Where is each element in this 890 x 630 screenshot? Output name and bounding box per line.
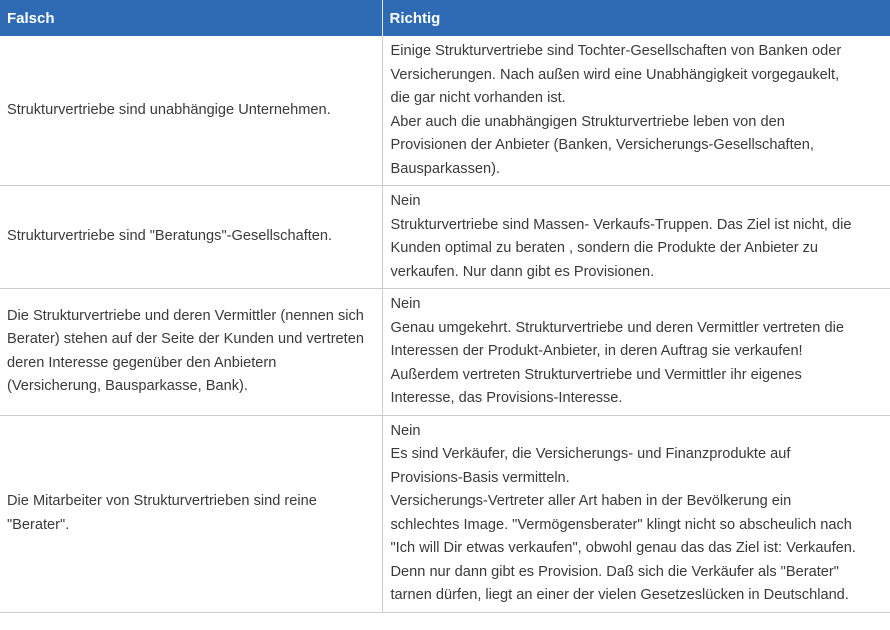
table-row (0, 36, 890, 186)
cell-richtig (382, 36, 890, 186)
text-line: schlechtes Image. "Vermögensberater" klingt nicht so abscheulich nach (390, 516, 852, 533)
text-line: "Ich will Dir etwas verkaufen", obwohl genau das das Ziel ist: Verkaufen. (390, 540, 856, 556)
text-line: Einige Strukturvertriebe sind Tochter-Gesellschaften von Banken oder (390, 43, 842, 59)
cell-falsch: Strukturvertriebe sind "Beratungs"-Gesellschaften. (0, 186, 382, 289)
text-line: die gar nicht vorhanden ist. (390, 90, 566, 106)
text-line: Nein (390, 422, 421, 439)
text-line: tarnen dürfen, liegt an einer der vielen Gesetzeslücken in Deutschland. (390, 587, 849, 603)
header-falsch: Falsch (0, 0, 382, 36)
text-line: Bausparkassen). (390, 160, 501, 177)
table-row (0, 415, 890, 612)
table-row (0, 289, 890, 416)
text-line: Versicherungen. Nach außen wird eine Unabhängigkeit vorgegaukelt, (390, 66, 840, 83)
table-header-row (0, 0, 890, 36)
cell-richtig (382, 415, 890, 612)
text-line: Provisions-Basis vermitteln. (390, 469, 570, 486)
text-line: Es sind Verkäufer, die Versicherungs- und Finanzprodukte auf (390, 446, 791, 462)
text-line: Strukturvertriebe sind Massen- Verkaufs-Truppen. Das Ziel ist nicht, die (390, 216, 852, 233)
text-line: Versicherungs-Vertreter aller Art haben in der Bevölkerung ein (390, 493, 792, 509)
cell-falsch: Die Mitarbeiter von Strukturvertrieben sind reine "Berater". (0, 415, 382, 612)
text-line: Provisionen der Anbieter (Banken, Versicherungs-Gesellschaften, (390, 137, 814, 153)
text-line: Interessen der Produkt-Anbieter, in deren Auftrag sie verkaufen! (390, 343, 803, 359)
text-line: Kunden optimal zu beraten , sondern die Produkte der Anbieter zu (390, 240, 819, 256)
text-line: Nein (390, 193, 421, 209)
text-line: Interesse, das Provisions-Interesse. (390, 390, 623, 406)
table-row (0, 186, 890, 289)
text-line: Denn nur dann gibt es Provision. Daß sich die Verkäufer als "Berater" (390, 563, 839, 580)
header-richtig: Richtig (382, 0, 890, 36)
text-line: Außerdem vertreten Strukturvertriebe und Vermittler ihr eigenes (390, 366, 802, 383)
text-line: Nein (390, 296, 421, 312)
cell-richtig (382, 186, 890, 289)
text-line: verkaufen. Nur dann gibt es Provisionen. (390, 263, 655, 280)
text-line: Genau umgekehrt. Strukturvertriebe und deren Vermittler vertreten die (390, 319, 844, 336)
cell-richtig (382, 289, 890, 416)
cell-falsch: Die Strukturvertriebe und deren Vermittler (nennen sich Berater) stehen auf der Seite der Kunden und vertreten deren Interesse gegenüber den Anbietern (Versicherung, Bausparkasse, Bank). (0, 289, 382, 416)
cell-falsch: Strukturvertriebe sind unabhängige Unternehmen. (0, 36, 382, 186)
text-line: Aber auch die unabhängigen Strukturvertriebe leben von den (390, 113, 785, 130)
